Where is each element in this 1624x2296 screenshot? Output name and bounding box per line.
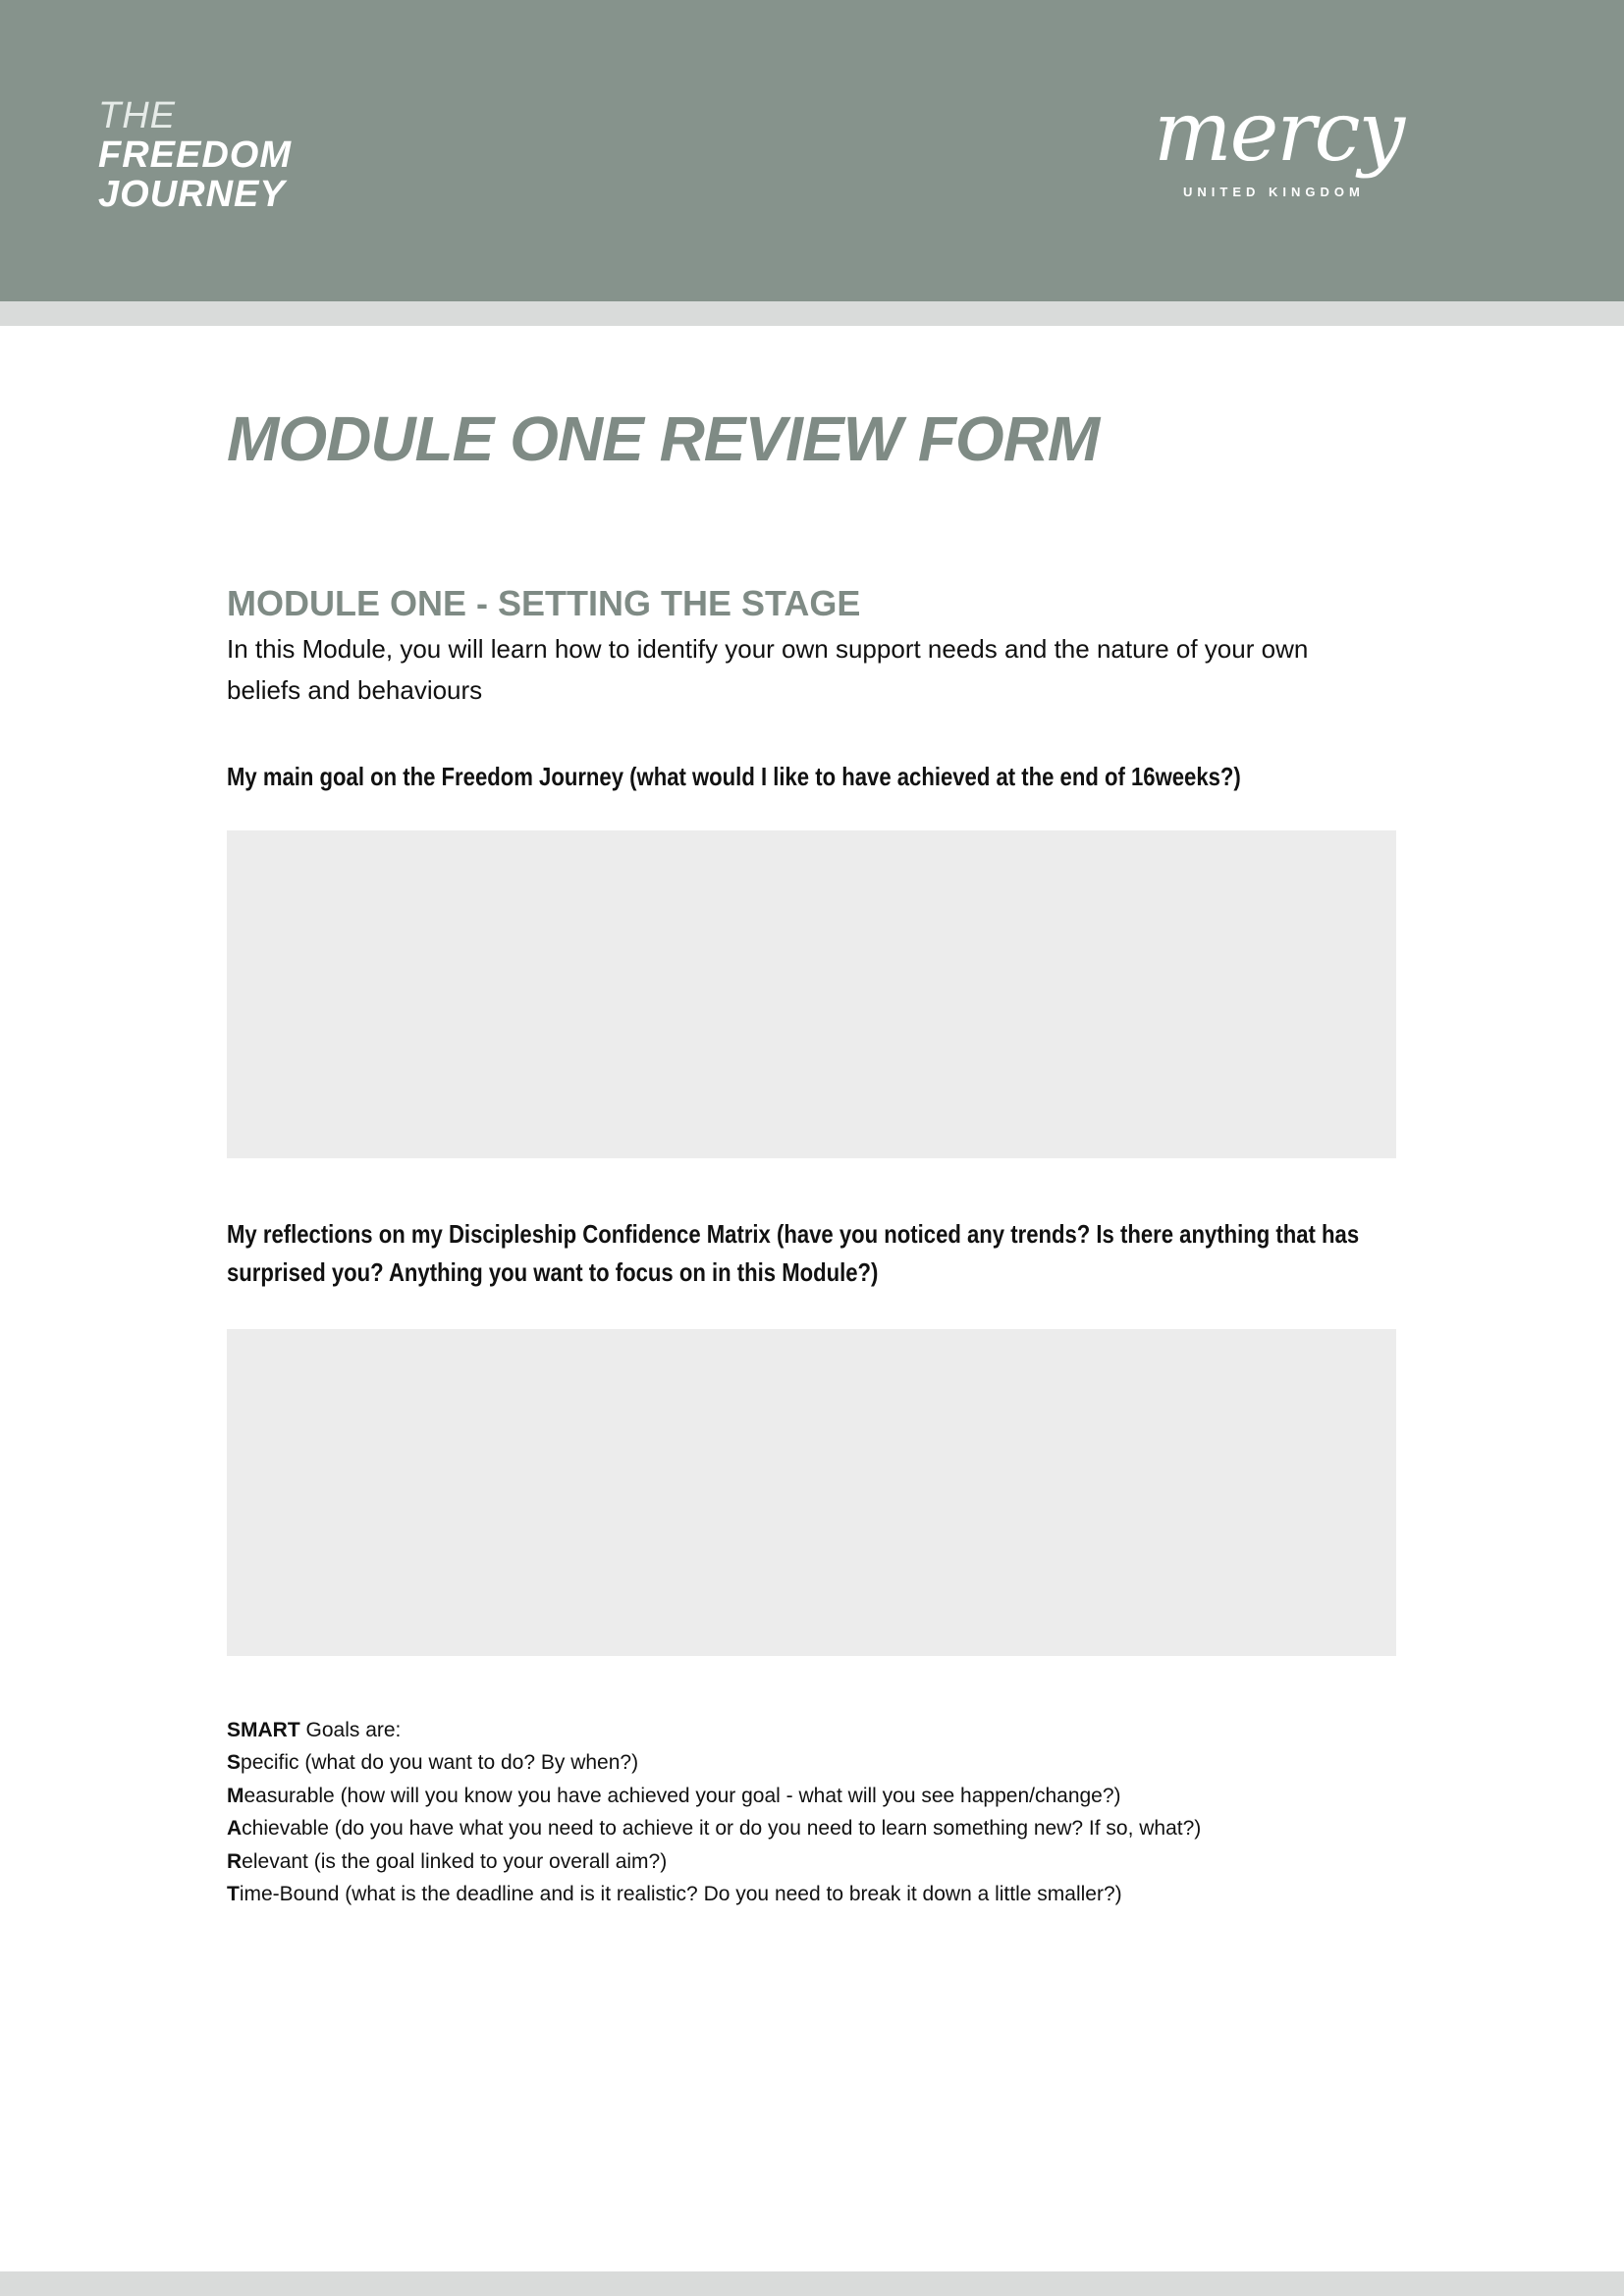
smart-letter: S [227, 1751, 242, 1775]
mercy-logo-script: mercy [1154, 83, 1404, 180]
section-heading: MODULE ONE - SETTING THE STAGE [227, 583, 861, 623]
smart-letter: M [227, 1784, 244, 1807]
smart-text: easurable (how will you know you have achieved your goal - what will you see happen/change?) [244, 1784, 1121, 1807]
freedom-journey-logo [98, 96, 292, 214]
smart-text: chievable (do you have what you need to achieve it or do you need to learn something new? If so, what?) [242, 1817, 1202, 1841]
footer-band [0, 2271, 1624, 2296]
reflections-answer-field[interactable] [227, 1329, 1396, 1656]
smart-intro [227, 1714, 1201, 1746]
smart-bold: SMART [227, 1719, 300, 1741]
smart-item [227, 1812, 1201, 1844]
page-title: MODULE ONE REVIEW FORM [227, 403, 1100, 474]
smart-letter: T [227, 1883, 240, 1906]
logo-line: FREEDOM [98, 134, 292, 176]
reflections-question-label: My reflections on my Discipleship Confidence Matrix (have you noticed any trends? Is there anything that has surprised you? Anything you want to focus on in this Module?) [227, 1219, 1360, 1287]
smart-text: ime-Bound (what is the deadline and is it realistic? Do you need to break it down a little smaller?) [239, 1883, 1122, 1906]
smart-text: pecific (what do you want to do? By when?) [241, 1751, 639, 1775]
smart-letter: A [227, 1817, 243, 1841]
logo-line: JOURNEY [98, 174, 286, 215]
section-intro: In this Module, you will learn how to identify your own support needs and the nature of your own beliefs and behaviours [227, 634, 1309, 705]
logo-line: THE [98, 95, 176, 136]
smart-goals-list [227, 1714, 1201, 1910]
smart-text: elevant (is the goal linked to your overall aim?) [242, 1849, 668, 1873]
header-divider [0, 301, 1624, 326]
page-header [0, 0, 1624, 301]
smart-item [227, 1780, 1201, 1812]
mercy-logo-subtitle: UNITED KINGDOM [1183, 185, 1365, 199]
smart-item [227, 1878, 1201, 1910]
smart-letter: R [227, 1849, 243, 1873]
goal-question-label: My main goal on the Freedom Journey (what would I like to have achieved at the end of 16weeks?) [227, 762, 1241, 791]
smart-item [227, 1746, 1201, 1779]
mercy-logo [1154, 83, 1546, 234]
smart-intro-text: Goals are: [299, 1719, 402, 1741]
smart-item [227, 1845, 1201, 1878]
goal-answer-field[interactable] [227, 830, 1396, 1158]
